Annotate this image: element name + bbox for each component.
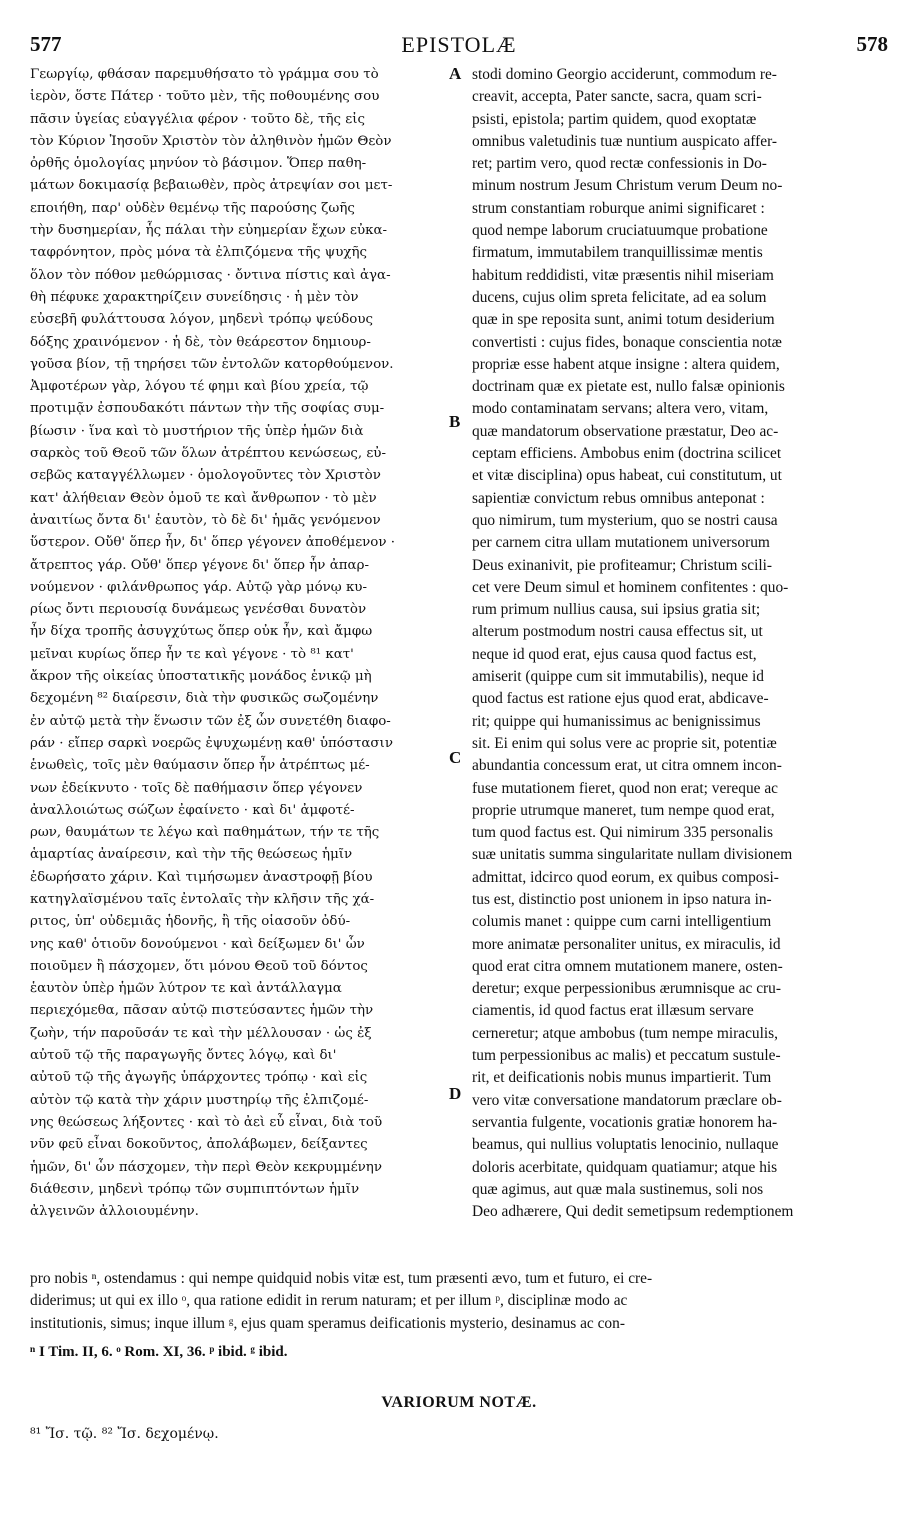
- latin-text-line: rit, et deificationis nobis munus impartierit. Tum: [472, 1069, 772, 1087]
- greek-text-line: αὐτοῦ τῷ τῆς ἀγωγῆς ὑπάρχοντες τρόπῳ · καὶ εἰς: [30, 1070, 368, 1086]
- greek-text-line: εὐσεβῆ φυλάττουσα λόγον, μηδενὶ τρόπῳ ψεύδους: [30, 312, 373, 328]
- latin-text-line: cet vere Deum simul et hominem confitentes : quo-: [472, 578, 789, 596]
- latin-text-line: convertisti : cujus fides, bonaque conscientia notæ: [472, 333, 782, 351]
- greek-text-line: αὐτὸν τῷ κατὰ τὴν χάριν μυστηρίῳ τῆς ἐλπιζομέ-: [30, 1092, 369, 1108]
- latin-text-line: quo nimirum, tum mysterium, quo se nostri causa: [472, 511, 778, 529]
- greek-text-line: νων ἐδείκνυτο · τοῖς δὲ παθήμασιν ὅπερ γέγονεν: [30, 780, 363, 796]
- latin-text-line: creavit, accepta, Pater sancte, sacra, quam scri-: [472, 88, 762, 106]
- latin-text-line: suæ unitatis summa singularitate nullam divisionem: [472, 846, 793, 864]
- greek-text-line: ἀναλλοιώτως σώζων ἐφαίνετο · καὶ δι' ἀμφοτέ-: [30, 802, 355, 818]
- latin-text-line: abundantia concessum erat, ut citra omnem incon-: [472, 757, 782, 775]
- latin-text-line: alterum postmodum nostri causa effectus sit, ut: [472, 623, 763, 641]
- latin-text-line: strum constantiam roburque animi significaret :: [472, 199, 765, 217]
- greek-text-line: ποιοῦμεν ἢ πάσχομεν, ὅτι μόνου Θεοῦ τοῦ δόντος: [30, 958, 368, 974]
- latin-text-line: ceptam efficiens. Ambobus enim (doctrina scilicet: [472, 445, 782, 463]
- greek-text-line: ἄτρεπτος γάρ. Οὔθ' ὅπερ γέγονε δι' ὅπερ ἦν ἀπαρ-: [30, 557, 369, 573]
- greek-text-line: περιεχόμεθα, πᾶσαν αὐτῷ πιστεύσαντες ἡμῶν τὴν: [30, 1003, 374, 1019]
- latin-text-line: tus est, distinctio post unionem in ipso natura in-: [472, 890, 772, 908]
- running-title: EPISTOLÆ: [401, 32, 517, 57]
- latin-text-line: sapientiæ convictum rebus omnibus anteponat :: [472, 489, 765, 507]
- latin-text-line: sit. Ei enim qui solus vere ac proprie sit, potentiæ: [472, 734, 777, 752]
- greek-text-line: σεβῶς καταγγέλλωμεν · ὁμολογοῦντες τὸν Χριστὸν: [30, 468, 381, 484]
- full-width-text-line: institutionis, simus; inque illum ᵍ, ejus quam speramus deificationis mysterio, desinamus ac con-: [30, 1314, 625, 1332]
- greek-text-line: πᾶσιν ὑγείας εὐαγγέλια φέρον · τοῦτο δὲ, τῆς εἰς: [30, 111, 365, 127]
- greek-text-line: ἑαυτὸν ὑπὲρ ἡμῶν λύτρον τε καὶ ἀντάλλαγμα: [30, 981, 342, 997]
- greek-text-line: αὐτοῦ τῷ τῆς παραγωγῆς ὄντες λόγῳ, καὶ δι': [30, 1048, 337, 1064]
- greek-text-line: ταφρόνητον, πρὸς μόνα τὰ ἐλπιζόμενα τῆς ψυχῆς: [30, 245, 368, 261]
- latin-text-line: modo contaminatam servans; altera vero, vitam,: [472, 400, 769, 418]
- latin-text-line: quæ mandatorum observatione præstatur, Deo ac-: [472, 422, 779, 440]
- greek-text-line: βίωσιν · ἵνα καὶ τὸ μυστήριον τῆς ὑπὲρ ἡμῶν διὰ: [30, 423, 364, 439]
- latin-text-line: rit; quippe qui humanissimus ac benignissimus: [472, 712, 761, 730]
- greek-text-line: ἑνωθεὶς, τοῖς μὲν θαύμασιν ὅπερ ἦν ἀτρέπτως μέ-: [30, 758, 370, 774]
- greek-text-line: προτιμᾷν ἐσπουδακότι πάντων τὴν τῆς σοφίας συμ-: [30, 401, 385, 417]
- latin-text-line: ciamentis, id quod factus erat illæsum servare: [472, 1002, 754, 1020]
- greek-text-line: ἀλγεινῶν ἀλλοιουμένην.: [30, 1204, 199, 1220]
- latin-text-line: cerneretur; atque ambobus (tum nempe miraculis,: [472, 1024, 778, 1042]
- greek-text-line: γοῦσα βίον, τῇ τηρήσει τῶν ἐντολῶν κατορθούμενον.: [30, 356, 394, 372]
- variorum-notes: ⁸¹ Ἴσ. τῷ. ⁸² Ἴσ. δεχομένῳ.: [30, 1426, 219, 1442]
- variorum-notes-heading: VARIORUM NOTÆ.: [381, 1394, 537, 1411]
- greek-text-line: ἁμαρτίας ἀναίρεσιν, καὶ τὴν τῆς θεώσεως ἡμῖν: [30, 847, 353, 863]
- greek-text-line: μεῖναι κυρίως ὅπερ ἦν τε καὶ γέγονε · τὸ ⁸¹ κατ': [30, 646, 354, 662]
- greek-text-line: ζωὴν, τήν παροῦσάν τε καὶ τὴν μέλλουσαν · ὡς ἐξ: [30, 1025, 372, 1041]
- latin-text-line: Deo adhærere, Qui dedit semetipsum redemptionem: [472, 1203, 794, 1221]
- greek-text-line: ρίως ὄντι περιουσίᾳ δυνάμεως γενέσθαι δυνατὸν: [30, 602, 367, 618]
- latin-column: [472, 64, 894, 1223]
- greek-text-line: ὀρθῆς ὁμολογίας μηνύον τὸ βάσιμον. Ὅπερ παθη-: [30, 156, 367, 172]
- latin-text-line: quod nempe laborum cruciatuumque probatione: [472, 222, 768, 240]
- latin-text-line: amiserit (quippe cum sit immutabilis), neque id: [472, 668, 764, 686]
- greek-text-line: ὕστερον. Οὔθ' ὅπερ ἦν, δι' ὅπερ γέγονεν ἀποθέμενον ·: [30, 535, 395, 551]
- latin-text-line: tum quod factus est. Qui nimirum 335 personalis: [472, 824, 773, 842]
- greek-text-line: ἱερὸν, ὅστε Πάτερ · τοῦτο μὲν, τῆς ποθουμένης σου: [30, 89, 380, 105]
- latin-text-line: omnibus valetudinis tuæ nuntium auspicato affer-: [472, 132, 778, 150]
- full-width-text-line: diderimus; ut qui ex illo ᵒ, qua ratione edidit in rerum naturam; et per illum ᵖ, disciplinæ modo ac: [30, 1292, 628, 1310]
- greek-text-line: κατηγλαϊσμένου ταῖς ἐντολαῖς τὴν κλῆσιν τῆς χά-: [30, 891, 375, 907]
- greek-text-line: δεχομένη ⁸² διαίρεσιν, διὰ τὴν φυσικῶς σωζομένην: [30, 691, 379, 707]
- greek-text-line: ριτος, ὑπ' οὐδεμιᾶς ἡδονῆς, ἢ τῆς οἱασοῦν ὀδύ-: [30, 914, 351, 930]
- greek-text-line: ρων, θαυμάτων τε λέγω καὶ παθημάτων, τήν τε τῆς: [30, 825, 380, 841]
- greek-text-line: ἦν δίχα τροπῆς ἀσυγχύτως ὅπερ οὐκ ἦν, καὶ ἄμφω: [30, 624, 373, 640]
- latin-text-line: beamus, qui nullius voluptatis lenocinio, nullaque: [472, 1136, 779, 1154]
- greek-text-line: ἄκρον τῆς οἰκείας ὑποστατικῆς μονάδος ἑνικῷ μὴ: [30, 669, 372, 685]
- latin-text-line: doloris acerbitate, quidquam quatiamur; atque his: [472, 1158, 778, 1176]
- greek-text-line: εποιήθη, παρ' οὐδὲν θεμένῳ τῆς παρούσης ζωῆς: [30, 200, 355, 216]
- greek-text-line: τὸν Κύριον Ἰησοῦν Χριστὸν τὸν ἀληθινὸν ἡμῶν Θεὸν: [30, 133, 392, 149]
- greek-text-line: νης θεώσεως λήξοντες · καὶ τὸ ἀεὶ εὖ εἶναι, διὰ τοῦ: [30, 1114, 383, 1130]
- latin-text-line: quæ agimus, aut quæ mala sustinemus, soli nos: [472, 1180, 764, 1198]
- margin-marker-b: B: [449, 412, 461, 431]
- latin-text-line: et vitæ disciplina) opus habeat, cui constitutum, ut: [472, 467, 782, 485]
- greek-text-line: ἀναιτίως ὄντα δι' ἑαυτὸν, τὸ δὲ δι' ἡμᾶς γενόμενον: [30, 512, 381, 528]
- greek-text-line: Ἀμφοτέρων γὰρ, λόγου τέ φημι καὶ βίου χρεία, τῷ: [30, 379, 369, 395]
- full-width-text-line: pro nobis ⁿ, ostendamus : qui nempe quidquid nobis vitæ est, tum præsenti ævo, tum et futuro, ei cre-: [30, 1270, 653, 1287]
- greek-text-line: δόξης χραινόμενον · ἡ δὲ, τὸν θεάρεστον δημιουρ-: [30, 334, 371, 350]
- latin-text-line: quod erat citra omnem mutationem manere, osten-: [472, 957, 783, 975]
- greek-column: [30, 64, 460, 1223]
- greek-text-line: νῦν φεῦ εἶναι δοκοῦντος, ἀπολάβωμεν, δείξαντες: [30, 1137, 368, 1153]
- latin-text-line: quæ in spe reposita sunt, animi totum desiderium: [472, 311, 775, 329]
- greek-text-line: ἐδωρήσατο χάριν. Καὶ τιμήσωμεν ἀναστροφῇ βίου: [30, 869, 373, 885]
- margin-marker-d: D: [449, 1084, 462, 1103]
- latin-text-line: ducens, cujus olim spreta felicitate, ad ea solum: [472, 288, 767, 306]
- latin-text-line: columis manet : quippe cum carni intelligentium: [472, 913, 772, 931]
- latin-text-line: per carnem citra ullam mutationem universorum: [472, 534, 770, 552]
- latin-text-line: fuse mutationem fieret, quod non erat; vereque ac: [472, 779, 778, 797]
- page-number-left: 577: [30, 32, 62, 56]
- latin-text-line: propriæ esse habent atque insigne : altera quidem,: [472, 355, 780, 373]
- latin-text-line: ret; partim vero, quod rectæ confessionis in Do-: [472, 155, 767, 173]
- latin-text-line: vero vitæ conversatione mandatorum præclare ob-: [472, 1091, 782, 1109]
- latin-text-line: neque id quod erat, ejus causa quod factus est,: [472, 645, 757, 663]
- greek-text-line: ἐν αὐτῷ μετὰ τὴν ἕνωσιν τῶν ἐξ ὧν συνετέθη διαφο-: [30, 713, 391, 729]
- latin-text-line: habitum reddidisti, vitæ præsentis nihil miseriam: [472, 266, 774, 284]
- greek-text-line: τὴν δυσημερίαν, ἧς πάλαι τὴν εὐημερίαν ἔχων εὐκα-: [30, 223, 388, 239]
- latin-text-line: servantia fulgente, vocationis gratiæ honorem ha-: [472, 1113, 778, 1131]
- latin-text-line: Deus exinanivit, pie profiteamur; Christum scili-: [472, 556, 773, 574]
- latin-text-line: firmatum, immutabilem tranquillissimæ mentis: [472, 244, 763, 262]
- margin-marker-c: C: [449, 748, 462, 767]
- page-number-right: 578: [856, 32, 888, 56]
- greek-text-line: μάτων δοκιμασίᾳ βεβαιωθὲν, πρὸς ἀτρεψίαν σοι μετ-: [30, 178, 393, 194]
- greek-text-line: ράν · εἴπερ σαρκὶ νοερῶς ἐψυχωμένῃ καθ' ὑπόστασιν: [30, 735, 393, 751]
- greek-text-line: ἡμῶν, δι' ὧν πάσχομεν, τὴν περὶ Θεὸν κεκρυμμένην: [30, 1159, 382, 1175]
- greek-text-line: διάθεσιν, μηδενὶ τρόπῳ τῶν συμπιπτόντων ἡμῖν: [30, 1181, 360, 1197]
- latin-text-line: doctrinam quæ ex pietate est, nullo falsæ opinionis: [472, 378, 785, 396]
- latin-text-line: deretur; exque perpessionibus ærumnisque ac cru-: [472, 980, 781, 998]
- greek-text-line: σαρκὸς τοῦ Θεοῦ τῶν ὅλων ἀτρέπτου κενώσεως, εὐ-: [30, 446, 386, 462]
- margin-marker-a: A: [449, 64, 462, 83]
- latin-text-line: rum primum nullius causa, sui ipsius gratia sit;: [472, 601, 761, 619]
- scripture-footnotes: ⁿ I Tim. II, 6. ᵒ Rom. XI, 36. ᵖ ibid. ᵍ ibid.: [30, 1344, 288, 1360]
- full-width-continuation: [30, 1268, 890, 1335]
- latin-text-line: more animatæ personaliter unitus, ex miraculis, id: [472, 935, 781, 953]
- latin-text-line: quod factus est ratione ejus quod erat, abdicave-: [472, 690, 769, 708]
- greek-text-line: ὅλον τὸν πόθον μεθώρμισας · ὄντινα πίστις καὶ ἀγα-: [30, 267, 391, 283]
- greek-text-line: κατ' ἀλήθειαν Θεὸν ὁμοῦ τε καὶ ἄνθρωπον · τὸ μὲν: [30, 490, 377, 506]
- latin-text-line: tum perpessionibus ac malis) et peccatum sustule-: [472, 1047, 781, 1065]
- latin-text-line: stodi domino Georgio acciderunt, commodum re-: [472, 66, 777, 83]
- latin-text-line: minum nostrum Jesum Christum verum Deum no-: [472, 177, 783, 195]
- greek-text-line: θὴ πέφυκε χαρακτηρίζειν συνείδησις · ἡ μὲν τὸν: [30, 289, 359, 305]
- greek-text-line: νης καθ' ὁτιοῦν δονούμενοι · καὶ δείξωμεν δι' ὧν: [30, 936, 365, 952]
- latin-text-line: proprie utrumque maneret, tum nempe quod erat,: [472, 801, 775, 819]
- latin-text-line: psisti, epistola; partim quidem, quod exoptatæ: [472, 110, 757, 128]
- latin-text-line: admittat, idcirco quod eorum, ex quibus composi-: [472, 868, 779, 886]
- greek-text-line: Γεωργίῳ, φθάσαν παρεμυθήσατο τὸ γράμμα σου τὸ: [30, 67, 379, 82]
- greek-text-line: νούμενον · φιλάνθρωπος γάρ. Αὐτῷ γὰρ μόνῳ κυ-: [30, 579, 367, 595]
